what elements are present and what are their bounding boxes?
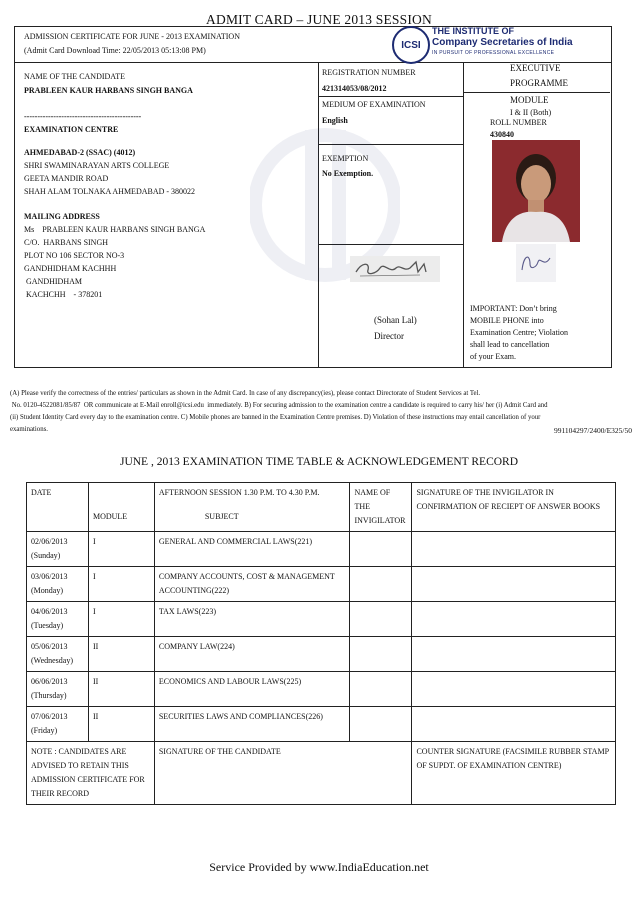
- roll-value: 430840: [490, 130, 514, 139]
- row-module: II: [88, 707, 154, 742]
- centre-line-3: SHAH ALAM TOLNAKA AHMEDABAD - 380022: [24, 187, 196, 196]
- note-line-3: (ii) Student Identity Card every day to the examination centre. C) Mobile phones are banned in the Examination Centre premises. D) Violation of these instructions may entail cancellation of your: [10, 414, 541, 421]
- candidate-photo: [492, 140, 580, 242]
- row-module: I: [88, 602, 154, 637]
- row-invigilator-cell: [350, 602, 412, 637]
- centre-code: AHMEDABAD-2 (SSAC) (4012): [24, 148, 136, 157]
- col-subject: SUBJECT: [154, 507, 350, 532]
- row-invigilator-cell: [350, 707, 412, 742]
- row-date: 06/06/2013: [31, 677, 68, 686]
- table-row: [27, 532, 616, 567]
- reg-value: 421314053/08/2012: [322, 84, 387, 93]
- timetable-heading: JUNE , 2013 EXAMINATION TIME TABLE & ACKNOWLEDGEMENT RECORD: [119, 456, 519, 468]
- note-line-2: No. 0120-4522081/85/87 OR communicate at E-Mail enroll@icsi.edu immediately. B) For securing admission to the examination centre a candidate is required to carry his/ her (i) Admit Card and: [10, 402, 548, 409]
- mailing-line-5: GANDHIDHAM: [24, 277, 82, 286]
- row-signature-cell: [412, 637, 616, 672]
- row-day: (Thursday): [31, 691, 67, 700]
- row-invigilator-cell: [350, 532, 412, 567]
- important-line-2: MOBILE PHONE into: [470, 316, 544, 325]
- col-date: DATE: [27, 483, 89, 532]
- row-subject: COMPANY ACCOUNTS, COST & MANAGEMENT ACCOUNTING(222): [154, 567, 350, 602]
- row-subject: GENERAL AND COMMERCIAL LAWS(221): [154, 532, 350, 567]
- footer-text: Service Provided by www.IndiaEducation.net: [209, 860, 429, 874]
- table-footer-row: [27, 742, 616, 805]
- logo-line-3: IN PURSUIT OF PROFESSIONAL EXCELLENCE: [432, 50, 555, 56]
- director-signature-icon: [350, 256, 440, 282]
- table-row: [27, 567, 616, 602]
- row-date: 05/06/2013: [31, 642, 68, 651]
- table-row: [27, 707, 616, 742]
- note-line-1: (A) Please verify the correctness of the entries/ particulars as shown in the Admit Card. In case of any discrepancy(ies), please contact Directorate of Student Services at Tel.: [10, 390, 481, 397]
- reg-label: REGISTRATION NUMBER: [322, 68, 416, 77]
- row-day: (Sunday): [31, 551, 61, 560]
- row-module: I: [88, 532, 154, 567]
- row-subject: ECONOMICS AND LABOUR LAWS(225): [154, 672, 350, 707]
- programme-line-2: PROGRAMME: [510, 78, 569, 88]
- row-module: II: [88, 637, 154, 672]
- name-label: NAME OF THE CANDIDATE: [24, 72, 125, 81]
- module-label: MODULE: [510, 95, 549, 105]
- row-subject: COMPANY LAW(224): [154, 637, 350, 672]
- row-signature-cell: [412, 672, 616, 707]
- row-module: I: [88, 567, 154, 602]
- row-day: (Monday): [31, 586, 63, 595]
- mailing-line-3: PLOT NO 106 SECTOR NO-3: [24, 251, 125, 260]
- certificate-line: ADMISSION CERTIFICATE FOR JUNE - 2013 EXAMINATION: [24, 32, 240, 41]
- mailing-line-1: Ms PRABLEEN KAUR HARBANS SINGH BANGA: [24, 225, 206, 234]
- separator: --------------------------------------------: [24, 112, 142, 121]
- row-subject: TAX LAWS(223): [154, 602, 350, 637]
- row-date: 03/06/2013: [31, 572, 68, 581]
- logo-line-1: THE INSTITUTE OF: [432, 26, 514, 36]
- table-row: [27, 637, 616, 672]
- important-line-5: of your Exam.: [470, 352, 516, 361]
- centre-line-2: GEETA MANDIR ROAD: [24, 174, 109, 183]
- row-invigilator-cell: [350, 672, 412, 707]
- row-signature-cell: [412, 567, 616, 602]
- candidate-name: PRABLEEN KAUR HARBANS SINGH BANGA: [24, 86, 193, 95]
- counter-signature-label: COUNTER SIGNATURE (FACSIMILE RUBBER STAMP OF SUPDT. OF EXAMINATION CENTRE): [412, 742, 616, 805]
- row-day: (Wednesday): [31, 656, 74, 665]
- programme-line-1: EXECUTIVE: [510, 63, 561, 73]
- exemption-label: EXEMPTION: [322, 154, 369, 163]
- row-signature-cell: [412, 532, 616, 567]
- exemption-value: No Exemption.: [322, 169, 374, 178]
- row-subject: SECURITIES LAWS AND COMPLIANCES(226): [154, 707, 350, 742]
- row-signature-cell: [412, 707, 616, 742]
- mailing-label: MAILING ADDRESS: [24, 212, 100, 221]
- important-line-4: shall lead to cancellation: [470, 340, 550, 349]
- row-date: 04/06/2013: [31, 607, 68, 616]
- row-invigilator-cell: [350, 567, 412, 602]
- col-session: AFTERNOON SESSION 1.30 P.M. TO 4.30 P.M.: [154, 483, 350, 508]
- mailing-line-4: GANDHIDHAM KACHHH: [24, 264, 117, 273]
- centre-label: EXAMINATION CENTRE: [24, 125, 119, 134]
- row-module: II: [88, 672, 154, 707]
- important-line-1: IMPORTANT: Don’t bring: [470, 304, 557, 313]
- reference-number: 991104297/2400/E325/50: [553, 426, 632, 435]
- mailing-line-2: C/O. HARBANS SINGH: [24, 238, 109, 247]
- candidate-signature-label: SIGNATURE OF THE CANDIDATE: [154, 742, 412, 805]
- col-signature: SIGNATURE OF THE INVIGILATOR IN CONFIRMATION OF RECIEPT OF ANSWER BOOKS: [412, 483, 616, 532]
- roll-label: ROLL NUMBER: [490, 118, 547, 127]
- timetable: [26, 482, 616, 805]
- row-invigilator-cell: [350, 637, 412, 672]
- table-row: [27, 602, 616, 637]
- col-module: MODULE: [88, 507, 154, 532]
- col-invigilator: NAME OF THE INVIGILATOR: [350, 483, 412, 532]
- centre-line-1: SHRI SWAMINARAYAN ARTS COLLEGE: [24, 161, 170, 170]
- row-day: (Friday): [31, 726, 58, 735]
- director-name: (Sohan Lal): [374, 315, 417, 325]
- retain-note: NOTE : CANDIDATES ARE ADVISED TO RETAIN THIS ADMISSION CERTIFICATE FOR THEIR RECORD: [27, 742, 155, 805]
- candidate-signature-icon: [516, 244, 556, 282]
- icsi-logo-icon: ICSI: [392, 26, 430, 64]
- mailing-line-6: KACHCHH - 378201: [24, 290, 103, 299]
- row-day: (Tuesday): [31, 621, 64, 630]
- medium-value: English: [322, 116, 348, 125]
- note-line-4: examinations.: [10, 426, 48, 433]
- table-row: [27, 672, 616, 707]
- module-value: I & II (Both): [510, 108, 552, 117]
- row-date: 07/06/2013: [31, 712, 68, 721]
- row-signature-cell: [412, 602, 616, 637]
- table-header-row: [27, 483, 616, 508]
- logo-line-2: Company Secretaries of India: [432, 37, 573, 48]
- download-time: (Admit Card Download Time: 22/05/2013 05:13:08 PM): [24, 46, 206, 55]
- important-line-3: Examination Centre; Violation: [470, 328, 569, 337]
- page-title: ADMIT CARD – JUNE 2013 SESSION: [206, 12, 432, 27]
- row-date: 02/06/2013: [31, 537, 68, 546]
- medium-label: MEDIUM OF EXAMINATION: [322, 100, 426, 109]
- director-title: Director: [374, 331, 404, 341]
